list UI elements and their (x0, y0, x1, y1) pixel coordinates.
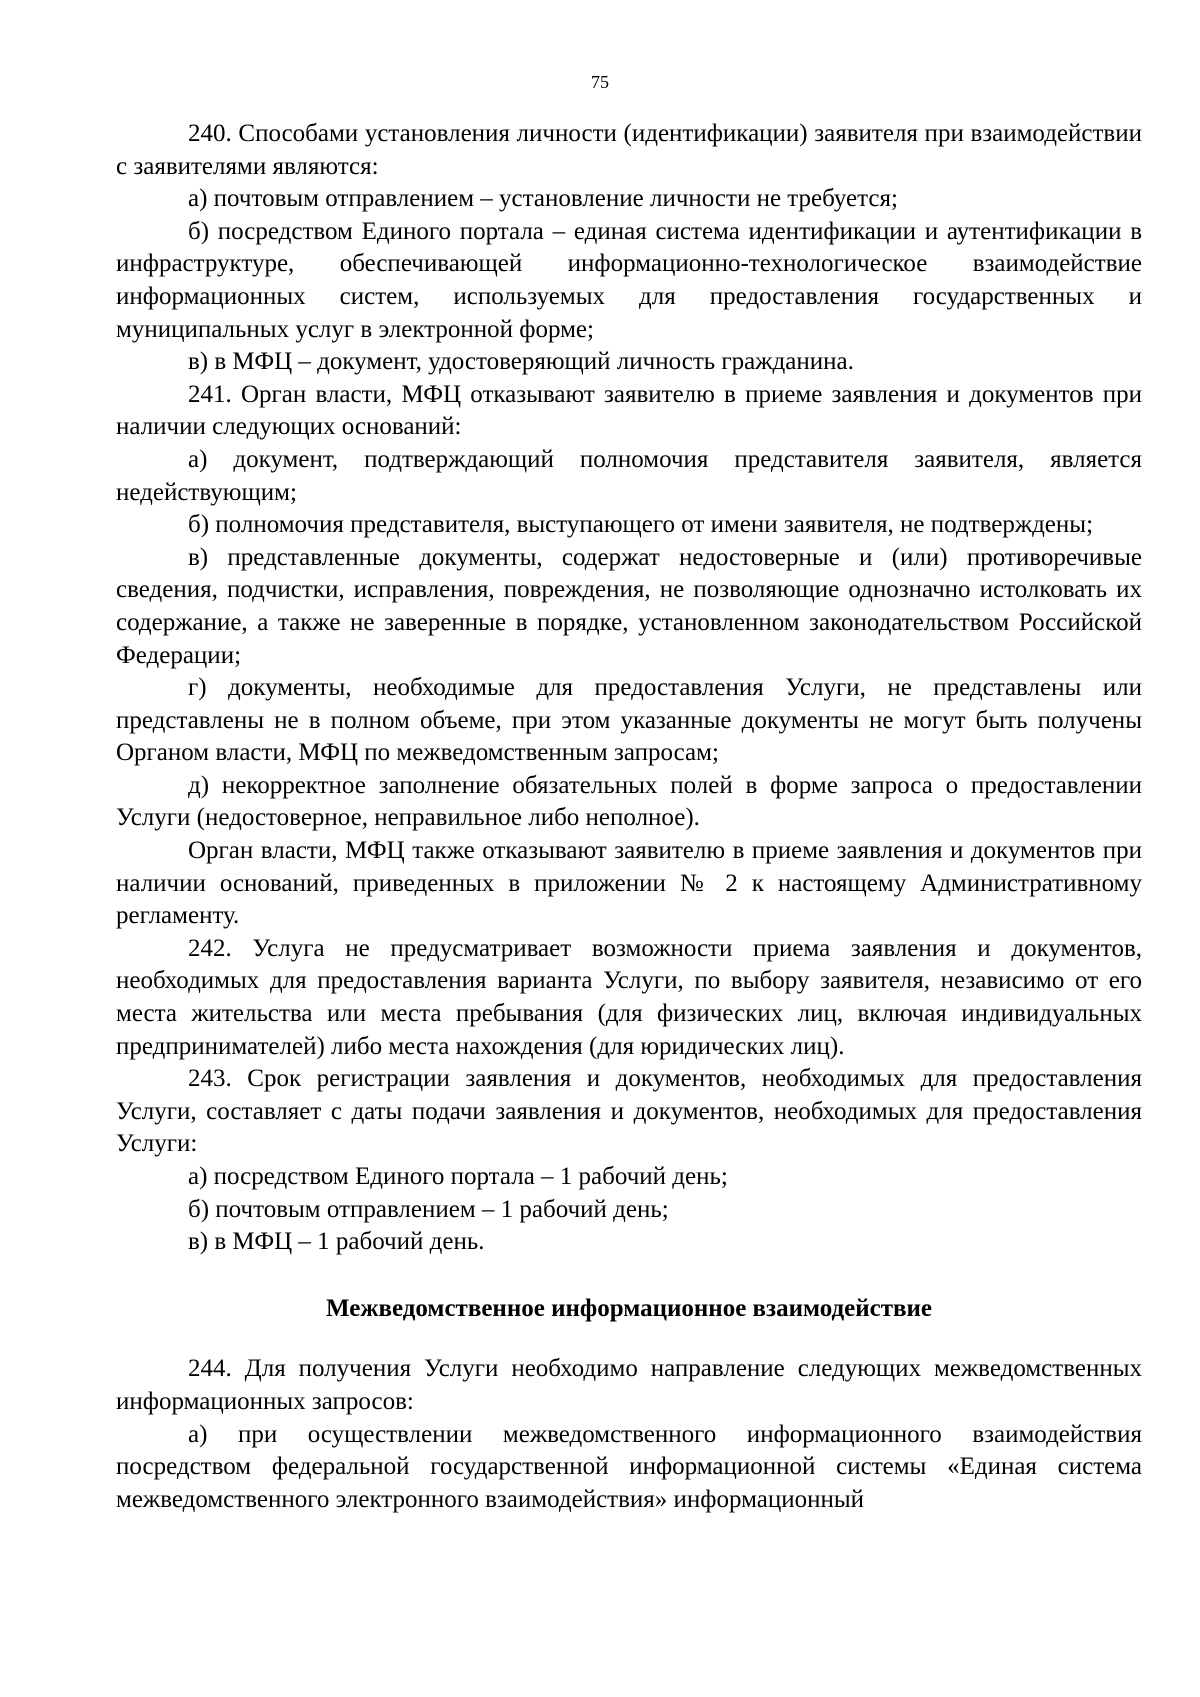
paragraph-240: 240. Способами установления личности (идентификации) заявителя при взаимодействии с заявителями являются: (116, 120, 1142, 180)
section-heading: Межведомственное информационное взаимодействие (326, 1294, 932, 1322)
paragraph-241: 241. Орган власти, МФЦ отказывают заявителю в приеме заявления и документов при наличии следующих оснований: (116, 380, 1142, 441)
list-item-241g: г) документы, необходимые для предоставления Услуги, не представлены или представлены не в полном объеме, при этом указанные документы не могут быть получены Органом власти, МФЦ по межведомственным запросам; (116, 674, 1142, 767)
list-item-241b: б) полномочия представителя, выступающего от имени заявителя, не подтверждены; (188, 511, 1094, 539)
list-item-241v: в) представленные документы, содержат недостоверные и (или) противоречивые сведения, подчистки, исправления, повреждения, не позволяющие однозначно истолковать их содержание, а также не заверенные в порядке, установленном законодательством Российской Федерации; (116, 543, 1142, 669)
list-item-244a: а) при осуществлении межведомственного информационного взаимодействия посредством федеральной государственной информационной системы «Единая система межведомственного электронного взаимодействия» информационный (116, 1420, 1142, 1513)
list-item-240b: б) посредством Единого портала – единая система идентификации и аутентификации в инфраструктуре, обеспечивающей информационно-технологическое взаимодействие информационных систем, используемых для предоставления государственных и муниципальных услуг в электронной форме; (116, 217, 1142, 343)
page-number: 75 (591, 72, 609, 92)
list-item-243v: в) в МФЦ – 1 рабочий день. (188, 1228, 485, 1256)
list-item-240v: в) в МФЦ – документ, удостоверяющий личность гражданина. (188, 348, 854, 376)
paragraph-244: 244. Для получения Услуги необходимо направление следующих межведомственных информационных запросов: (116, 1355, 1142, 1415)
list-item-243a: а) посредством Единого портала – 1 рабочий день; (188, 1163, 728, 1190)
paragraph-243: 243. Срок регистрации заявления и документов, необходимых для предоставления Услуги, составляет с даты подачи заявления и документов, необходимых для предоставления Услуги: (116, 1065, 1142, 1158)
list-item-240a: а) почтовым отправлением – установление личности не требуется; (188, 185, 898, 213)
paragraph-241-extra: Орган власти, МФЦ также отказывают заявителю в приеме заявления и документов при наличии оснований, приведенных в приложении № 2 к настоящему Административному регламенту. (116, 837, 1142, 930)
list-item-241d: д) некорректное заполнение обязательных полей в форме запроса о предоставлении Услуги (недостоверное, неправильное либо неполное). (116, 771, 1142, 832)
list-item-241a: а) документ, подтверждающий полномочия представителя заявителя, является недействующим; (116, 445, 1142, 506)
list-item-243b: б) почтовым отправлением – 1 рабочий день; (188, 1195, 669, 1223)
paragraph-242: 242. Услуга не предусматривает возможности приема заявления и документов, необходимых для предоставления варианта Услуги, по выбору заявителя, независимо от его места жительства или места пребывания (для физических лиц, включая индивидуальных предпринимателей) либо места нахождения (для юридических лиц). (116, 934, 1142, 1060)
document-body (116, 118, 1142, 1516)
